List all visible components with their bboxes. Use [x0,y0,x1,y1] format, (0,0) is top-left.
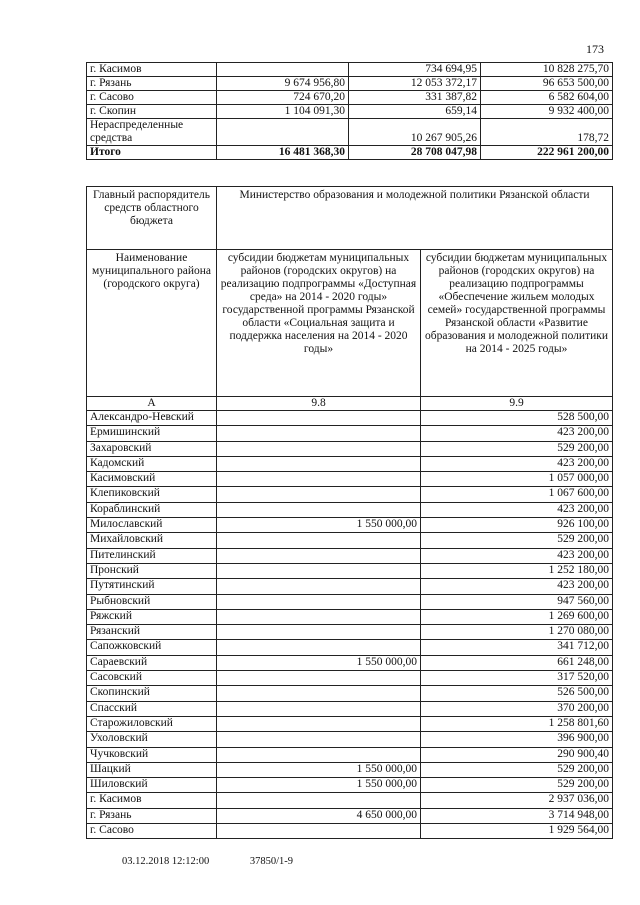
municipality-name: Сараевский [87,655,217,670]
municipality-name: Старожиловский [87,716,217,731]
municipality-name: Кораблинский [87,502,217,517]
row-value: 1 104 091,30 [217,105,349,119]
row-value: 724 670,20 [217,91,349,105]
col2-description-cell: субсидии бюджетам муниципальных районов (городских округов) на реализацию подпрограммы «Обеспечение жильем молодых семей» государственной программы Рязанской области «Развитие образования и молодежной политики на 2014 - 2025 годы» [421,250,613,397]
municipality-name: Милославский [87,518,217,533]
chief-label-cell: Главный распорядитель средств областного бюджета [87,187,217,250]
subsidy-value-9-8 [217,487,421,502]
subsidy-value-9-8 [217,701,421,716]
subsidy-value-9-8 [217,579,421,594]
row-name: г. Сасово [87,91,217,105]
municipality-name: Ухоловский [87,732,217,747]
municipality-name: Кадомский [87,456,217,471]
table-row [87,548,613,563]
subsidy-value-9-9: 1 269 600,00 [421,609,613,624]
code-a-cell: А [87,397,217,411]
table-row [87,716,613,731]
subsidy-value-9-8 [217,563,421,578]
subsidy-value-9-8 [217,747,421,762]
code-2-cell: 9.9 [421,397,613,411]
subsidy-value-9-9: 3 714 948,00 [421,808,613,823]
subsidy-value-9-9: 317 520,00 [421,671,613,686]
subsidy-value-9-9: 1 258 801,60 [421,716,613,731]
subsidy-value-9-9: 526 500,00 [421,686,613,701]
subsidy-value-9-8: 1 550 000,00 [217,778,421,793]
summary-table [86,62,613,160]
municipality-name: Сасовский [87,671,217,686]
table-row [87,594,613,609]
table-row [87,655,613,670]
row-name [87,119,217,146]
subsidy-value-9-8 [217,426,421,441]
row-value: 12 053 372,17 [349,77,481,91]
row-value: 10 828 275,70 [481,63,613,77]
total-value: 16 481 368,30 [217,146,349,160]
table-row [87,793,613,808]
total-value: 222 961 200,00 [481,146,613,160]
table-row [87,563,613,578]
municipality-name: Александро-Невский [87,411,217,426]
subsidy-value-9-8 [217,456,421,471]
subsidy-value-9-8 [217,686,421,701]
subsidy-value-9-9: 423 200,00 [421,579,613,594]
row-value: 331 387,82 [349,91,481,105]
subsidy-value-9-9: 1 252 180,00 [421,563,613,578]
table-row [87,671,613,686]
subsidy-value-9-8: 1 550 000,00 [217,762,421,777]
table-row [87,732,613,747]
municipality-name: Спасский [87,701,217,716]
total-value: 28 708 047,98 [349,146,481,160]
subsidy-value-9-8 [217,716,421,731]
municipality-name: Рязанский [87,625,217,640]
row-name: г. Касимов [87,63,217,77]
municipality-name: Пронский [87,563,217,578]
municipality-name: г. Сасово [87,824,217,839]
table-row [87,63,613,77]
municipality-name: Ермишинский [87,426,217,441]
table-row [87,77,613,91]
row-value: 178,72 [481,119,613,146]
municipality-name: Захаровский [87,441,217,456]
table-row [87,579,613,594]
subsidy-value-9-9: 1 057 000,00 [421,472,613,487]
row-name: г. Рязань [87,77,217,91]
subsidy-value-9-9: 423 200,00 [421,548,613,563]
row-value [217,119,349,146]
municipality-name: Касимовский [87,472,217,487]
table-row [87,426,613,441]
subsidy-value-9-9: 947 560,00 [421,594,613,609]
subsidy-value-9-9: 529 200,00 [421,441,613,456]
subsidy-value-9-9: 370 200,00 [421,701,613,716]
code-1-cell: 9.8 [217,397,421,411]
subsidy-value-9-8: 4 650 000,00 [217,808,421,823]
municipality-label-cell: Наименование муниципального района (городского округа) [87,250,217,397]
municipality-name: Клепиковский [87,487,217,502]
col1-description-cell: субсидии бюджетам муниципальных районов (городских округов) на реализацию подпрограммы «Доступная среда» на 2014 - 2020 годы» государственной программы Рязанской области «Социальная защита и поддержка населения на 2014 - 2020 годы» [217,250,421,397]
unallocated-row [87,119,613,146]
row-value [217,63,349,77]
subsidy-value-9-8 [217,594,421,609]
table-row [87,640,613,655]
municipality-name: Шиловский [87,778,217,793]
subsidy-value-9-9: 396 900,00 [421,732,613,747]
ministry-cell: Министерство образования и молодежной политики Рязанской области [217,187,613,250]
subsidy-value-9-9: 1 067 600,00 [421,487,613,502]
subsidy-value-9-9: 423 200,00 [421,502,613,517]
municipality-name: Рыбновский [87,594,217,609]
subsidy-value-9-8 [217,411,421,426]
municipality-name: Путятинский [87,579,217,594]
subsidy-value-9-8 [217,824,421,839]
total-row [87,146,613,160]
municipality-name: Скопинский [87,686,217,701]
table-row [87,609,613,624]
row-value: 659,14 [349,105,481,119]
subsidy-value-9-8 [217,548,421,563]
subsidy-value-9-8 [217,472,421,487]
subsidy-value-9-9: 529 200,00 [421,762,613,777]
municipality-name: г. Касимов [87,793,217,808]
subsidy-value-9-8 [217,609,421,624]
table-row [87,502,613,517]
subsidy-value-9-8 [217,625,421,640]
row-value: 6 582 604,00 [481,91,613,105]
municipality-name: Михайловский [87,533,217,548]
municipality-name: Сапожковский [87,640,217,655]
table-row [87,747,613,762]
subsidy-value-9-8 [217,441,421,456]
row-name-line: Нераспределенные [90,119,184,131]
subsidy-value-9-9: 341 712,00 [421,640,613,655]
subsidy-value-9-9: 529 200,00 [421,533,613,548]
footer [122,856,331,867]
subsidy-value-9-8 [217,640,421,655]
table-row [87,778,613,793]
municipality-name: г. Рязань [87,808,217,823]
subsidy-table [86,186,613,839]
subsidy-value-9-9: 529 200,00 [421,778,613,793]
subsidy-value-9-9: 290 900,40 [421,747,613,762]
footer-timestamp: 03.12.2018 12:12:00 [122,856,210,867]
row-value: 96 653 500,00 [481,77,613,91]
subsidy-value-9-9: 661 248,00 [421,655,613,670]
table-row [87,686,613,701]
row-value: 9 932 400,00 [481,105,613,119]
table-row [87,91,613,105]
subsidy-value-9-8: 1 550 000,00 [217,518,421,533]
subsidy-value-9-8 [217,793,421,808]
table-row [87,701,613,716]
footer-doc-id: 37850/1-9 [249,856,294,867]
subsidy-value-9-9: 1 270 080,00 [421,625,613,640]
total-label: Итого [87,146,217,160]
table-row [87,625,613,640]
subsidy-value-9-9: 528 500,00 [421,411,613,426]
subsidy-value-9-8 [217,502,421,517]
subsidy-value-9-9: 2 937 036,00 [421,793,613,808]
table-row [87,487,613,502]
table-row [87,518,613,533]
table-row [87,533,613,548]
table-row [87,411,613,426]
subsidy-value-9-9: 423 200,00 [421,426,613,441]
table-row [87,824,613,839]
municipality-name: Ряжский [87,609,217,624]
table-row [87,441,613,456]
row-value: 9 674 956,80 [217,77,349,91]
row-name: г. Скопин [87,105,217,119]
table-row [87,456,613,471]
row-name-line: средства [90,132,133,144]
municipality-name: Пителинский [87,548,217,563]
subsidy-value-9-8 [217,732,421,747]
subsidy-value-9-9: 423 200,00 [421,456,613,471]
subsidy-value-9-8: 1 550 000,00 [217,655,421,670]
table-row [87,472,613,487]
row-value: 734 694,95 [349,63,481,77]
municipality-name: Чучковский [87,747,217,762]
table-row [87,808,613,823]
page-number: 173 [586,42,604,56]
subsidy-value-9-8 [217,533,421,548]
municipality-name: Шацкий [87,762,217,777]
table-row [87,105,613,119]
table-row [87,762,613,777]
row-value: 10 267 905,26 [349,119,481,146]
subsidy-value-9-8 [217,671,421,686]
subsidy-value-9-9: 1 929 564,00 [421,824,613,839]
subsidy-value-9-9: 926 100,00 [421,518,613,533]
